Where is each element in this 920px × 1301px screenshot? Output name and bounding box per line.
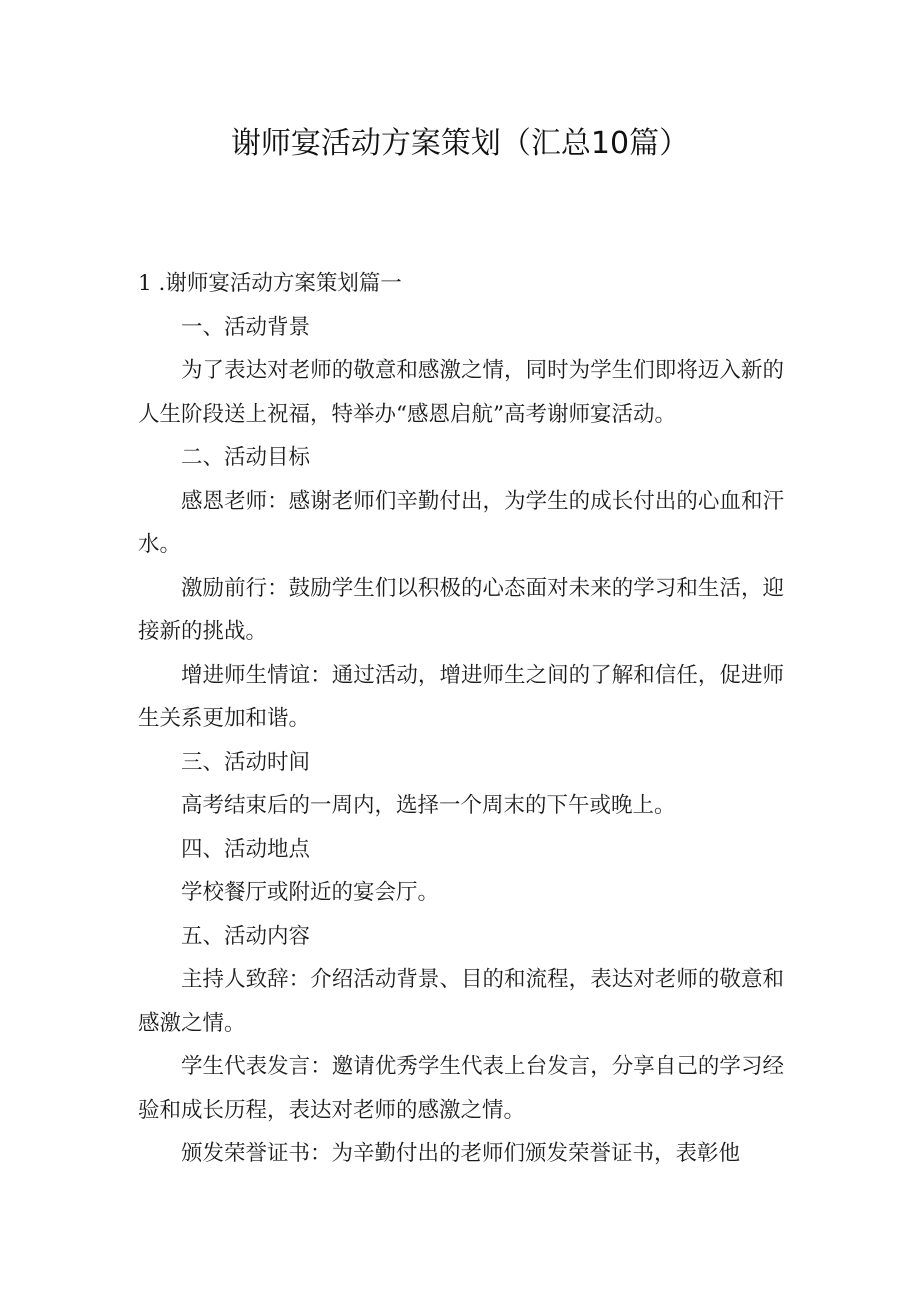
paragraph: 感恩老师：感谢老师们辛勤付出，为学生的成长付出的心血和汗水。 [138, 488, 784, 557]
paragraph: 学校餐厅或附近的宴会厅。 [181, 880, 440, 905]
paragraph: 增进师生情谊：通过活动，增进师生之间的了解和信任，促进师生关系更加和谐。 [138, 662, 784, 731]
subheading-time: 三、活动时间 [181, 749, 311, 775]
document-title: 谢师宴活动方案策划（汇总10篇） [230, 126, 690, 161]
paragraph: 学生代表发言：邀请优秀学生代表上台发言，分享自己的学习经验和成长历程，表达对老师的感激之情。 [138, 1054, 784, 1123]
paragraph: 颁发荣誉证书：为辛勤付出的老师们颁发荣誉证书，表彰他 [181, 1141, 741, 1166]
document-body [138, 262, 784, 1176]
subheading-background: 一、活动背景 [181, 314, 311, 340]
paragraph: 主持人致辞：介绍活动背景、目的和流程，表达对老师的敬意和感激之情。 [138, 967, 784, 1036]
subheading-location: 四、活动地点 [181, 836, 311, 862]
paragraph: 高考结束后的一周内，选择一个周末的下午或晚上。 [181, 793, 676, 818]
subheading-goals: 二、活动目标 [181, 445, 311, 470]
paragraph: 激励前行：鼓励学生们以积极的心态面对未来的学习和生活，迎接新的挑战。 [138, 575, 784, 644]
section-heading: 1 .谢师宴活动方案策划篇一 [138, 271, 402, 296]
subheading-content: 五、活动内容 [181, 923, 311, 949]
paragraph: 为了表达对老师的敬意和感激之情，同时为学生们即将迈入新的人生阶段送上祝福，特举办“感恩启航”高考谢师宴活动。 [138, 358, 784, 427]
